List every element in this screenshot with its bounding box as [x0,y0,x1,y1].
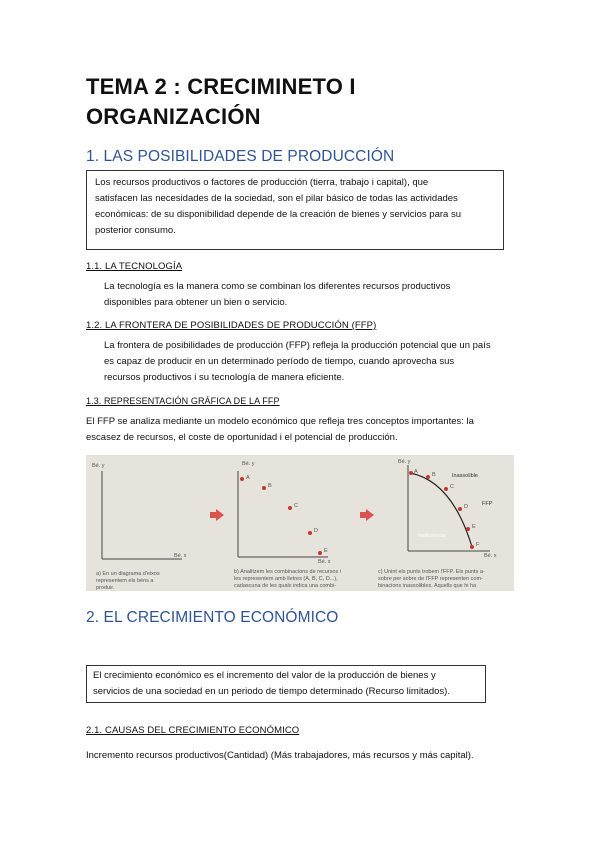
section-1-heading: 1. LAS POSIBILIDADES DE PRODUCCIÓN [86,148,395,165]
subsection-1-3-heading: 1.3. REPRESENTACIÓN GRÁFICA DE LA FFP [86,396,280,406]
ffp-figure-photo [86,455,514,591]
text-line: recursos productivos i su tecnología de manera eficiente. [104,372,345,383]
point-label: B [268,483,272,489]
subsection-2-1-text: Incremento recursos productivos(Cantidad) (Más trabajadores, más recursos y más capital). [86,750,474,761]
point-label: C [294,503,298,509]
y-axis-label: Bé. y [242,461,255,467]
caption-line: binacions inassolibles. Aquells que hi ha [378,583,477,589]
box-line: Los recursos productivos o factores de producción (tierra, trabajo i capital), que [95,177,429,188]
caption-line: sobre per sobre de l'FFP representen com- [378,576,483,582]
point-e [466,527,470,531]
page-title: TEMA 2 : CRECIMINETO I ORGANIZACIÓN [86,74,356,129]
arrow-right-icon [216,509,224,521]
box-line: económicas: de su disponibilidad depende de la creación de bienes y servicios para su [95,209,461,220]
box-line: posterior consumo. [95,225,176,236]
text-line: La tecnología es la manera como se combinan los diferentes recursos productivos [104,281,451,292]
point-d [308,531,312,535]
definition-box-resources [86,170,504,250]
point-label: B [432,472,436,478]
figure-panel-points [228,455,370,591]
box-line: El crecimiento económico es el incremento del valor de la producción de bienes y [93,670,436,681]
unattainable-label: Inassolible [452,473,478,479]
subsection-1-2-heading: 1.2. LA FRONTERA DE POSIBILIDADES DE PRODUCCIÓN (FFP) [86,320,377,331]
caption-line: b) Analitzem les combinacions de recursos i [234,569,341,575]
caption-line: representem els béns a [96,578,154,584]
subsection-2-1-heading: 2.1. CAUSAS DEL CRECIMIENTO ECONÓMICO [86,725,300,736]
point-label: C [450,484,454,490]
figure-caption-c [378,569,510,590]
box-line: satisfacen las necesidades de la sociedad, son el pilar básico de todas las actividades [95,193,458,204]
subsection-1-3-text [86,414,516,446]
text-line: disponibles para obtener un bien o servicio. [104,297,288,308]
point-label: D [314,528,318,534]
point-c [444,487,448,491]
point-a [409,471,413,475]
figure-caption-b [234,569,366,590]
point-f [470,545,474,549]
x-axis-label: Bé. x [318,559,331,565]
figure-caption-a [96,571,216,592]
subsection-1-1-text [104,279,524,311]
point-c [288,506,292,510]
point-b [262,486,266,490]
point-label: D [464,504,468,510]
x-axis-label: Bé. x [174,553,187,559]
text-line: es capaz de producir en un determinado período de tiempo, cuando aprovecha sus [104,356,455,367]
caption-line: a) En un diagrama d'eixos [96,571,160,577]
y-axis-label: Bé. y [92,463,105,469]
point-b [426,475,430,479]
point-e [318,551,322,555]
figure-panel-ffp-curve [372,455,514,591]
point-d [458,507,462,511]
figure-panel-axes [86,455,228,591]
point-label: E [324,548,328,554]
definition-box-growth [86,665,486,703]
x-axis-label: Bé. x [484,553,497,559]
subsection-1-2-text [104,338,524,386]
inefficiency-label: Ineficiència [418,533,446,539]
point-label: A [414,469,418,475]
point-label: A [246,475,250,481]
point-label: E [472,524,476,530]
ffp-label: FFP [482,501,493,507]
point-a [240,477,244,481]
box-line: servicios de una sociedad en un periodo de tiempo determinado (Recurso limitados). [93,686,450,697]
caption-line: les representem amb lletres (A, B, C, D...), [234,576,338,582]
text-line: La frontera de posibilidades de producción (FFP) refleja la producción potencial que un país [104,340,491,351]
caption-line: produir. [96,585,115,591]
point-label: F [476,542,480,548]
y-axis-label: Bé. y [398,459,411,465]
text-line: El FFP se analiza mediante un modelo económico que refleja tres conceptos importantes: la [86,416,474,427]
subsection-1-1-heading: 1.1. LA TECNOLOGÍA [86,261,183,272]
text-line: escasez de recursos, el coste de oportunidad i el potencial de producción. [86,432,398,443]
section-2-heading: 2. EL CRECIMIENTO ECONÓMICO [86,609,339,626]
caption-line: c) Unint els punts trobem l'FFP. Els punts a- [378,569,485,575]
caption-line: cadascuna de les quals indica una combi- [234,583,337,589]
